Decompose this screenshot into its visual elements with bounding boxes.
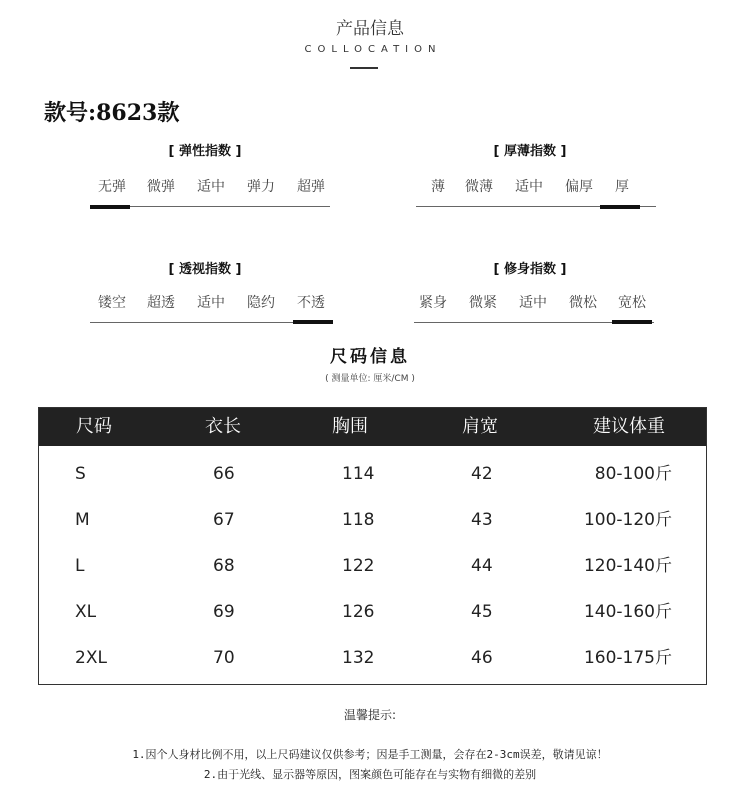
table-cell: 118 <box>342 510 375 530</box>
table-cell: XL <box>75 602 97 622</box>
tip-line-1: 1.因个人身材比例不用，以上尺码建议仅供参考；因是手工测量，会存在2-3cm误差，敬请见谅！ <box>132 748 608 761</box>
column-header: 尺码 <box>76 416 112 437</box>
table-cell: 70 <box>213 648 235 668</box>
index-selected-marker <box>600 205 640 209</box>
index-option: 适中 <box>519 295 547 311</box>
table-cell: 120-140斤 <box>583 556 672 576</box>
table-cell: 44 <box>471 556 493 576</box>
title-divider <box>350 67 378 69</box>
table-cell: 2XL <box>75 648 107 668</box>
index-option: 宽松 <box>618 295 646 311</box>
index-option: 紧身 <box>419 295 447 311</box>
index-option: 镂空 <box>98 295 126 311</box>
index-selected-marker <box>612 320 652 324</box>
index-title: [ 厚薄指数 ] <box>493 144 567 159</box>
table-cell: 122 <box>342 556 375 576</box>
index-title: [ 透视指数 ] <box>168 262 242 277</box>
table-cell: 160-175斤 <box>583 648 672 668</box>
index-option: 超透 <box>147 295 175 311</box>
index-option: 微薄 <box>465 179 493 195</box>
section-subtitle: COLLOCATION <box>304 44 442 55</box>
column-header: 建议体重 <box>593 416 665 437</box>
table-header <box>39 408 706 446</box>
table-cell: 132 <box>342 648 375 668</box>
table-cell: 43 <box>471 510 493 530</box>
table-cell: 80-100斤 <box>594 464 672 484</box>
tips-title: 温馨提示: <box>343 708 397 722</box>
index-option: 薄 <box>431 179 445 195</box>
index-selected-marker <box>293 320 333 324</box>
index-option: 适中 <box>197 295 225 311</box>
table-cell: 67 <box>213 510 235 530</box>
column-header: 肩宽 <box>462 416 498 437</box>
column-header: 胸围 <box>332 416 368 437</box>
measurement-unit: ( 测量单位: 厘米/CM ) <box>325 374 415 384</box>
index-option: 适中 <box>197 179 225 195</box>
tip-line-2: 2.由于光线、显示器等原因，图案颜色可能存在与实物有细微的差别 <box>203 768 537 781</box>
table-cell: 140-160斤 <box>583 602 672 622</box>
index-option: 微紧 <box>469 295 497 311</box>
table-cell: 126 <box>342 602 375 622</box>
index-option: 微弹 <box>147 179 175 195</box>
index-title: [ 修身指数 ] <box>493 262 567 277</box>
table-cell: 46 <box>471 648 493 668</box>
table-cell: 68 <box>213 556 235 576</box>
table-cell: 100-120斤 <box>583 510 672 530</box>
index-option: 无弹 <box>98 179 126 195</box>
column-header: 衣长 <box>205 416 241 437</box>
size-table <box>38 407 707 685</box>
style-number: 款号:8623款 <box>44 100 180 126</box>
index-option: 不透 <box>297 295 325 311</box>
table-cell: 114 <box>342 464 375 484</box>
table-cell: M <box>75 510 90 530</box>
index-option: 隐约 <box>247 295 275 311</box>
index-option: 微松 <box>569 295 597 311</box>
table-cell: 69 <box>213 602 235 622</box>
index-option: 适中 <box>515 179 543 195</box>
index-option: 弹力 <box>247 179 275 195</box>
size-info-title: 尺码信息 <box>330 347 410 367</box>
index-selected-marker <box>90 205 130 209</box>
index-option: 超弹 <box>297 179 325 195</box>
index-title: [ 弹性指数 ] <box>168 144 242 159</box>
table-cell: 42 <box>471 464 493 484</box>
table-cell: L <box>75 556 85 576</box>
section-title: 产品信息 <box>336 19 404 39</box>
table-cell: S <box>75 464 86 484</box>
table-cell: 45 <box>471 602 493 622</box>
index-option: 厚 <box>615 179 629 195</box>
index-option: 偏厚 <box>565 179 593 195</box>
table-cell: 66 <box>213 464 235 484</box>
